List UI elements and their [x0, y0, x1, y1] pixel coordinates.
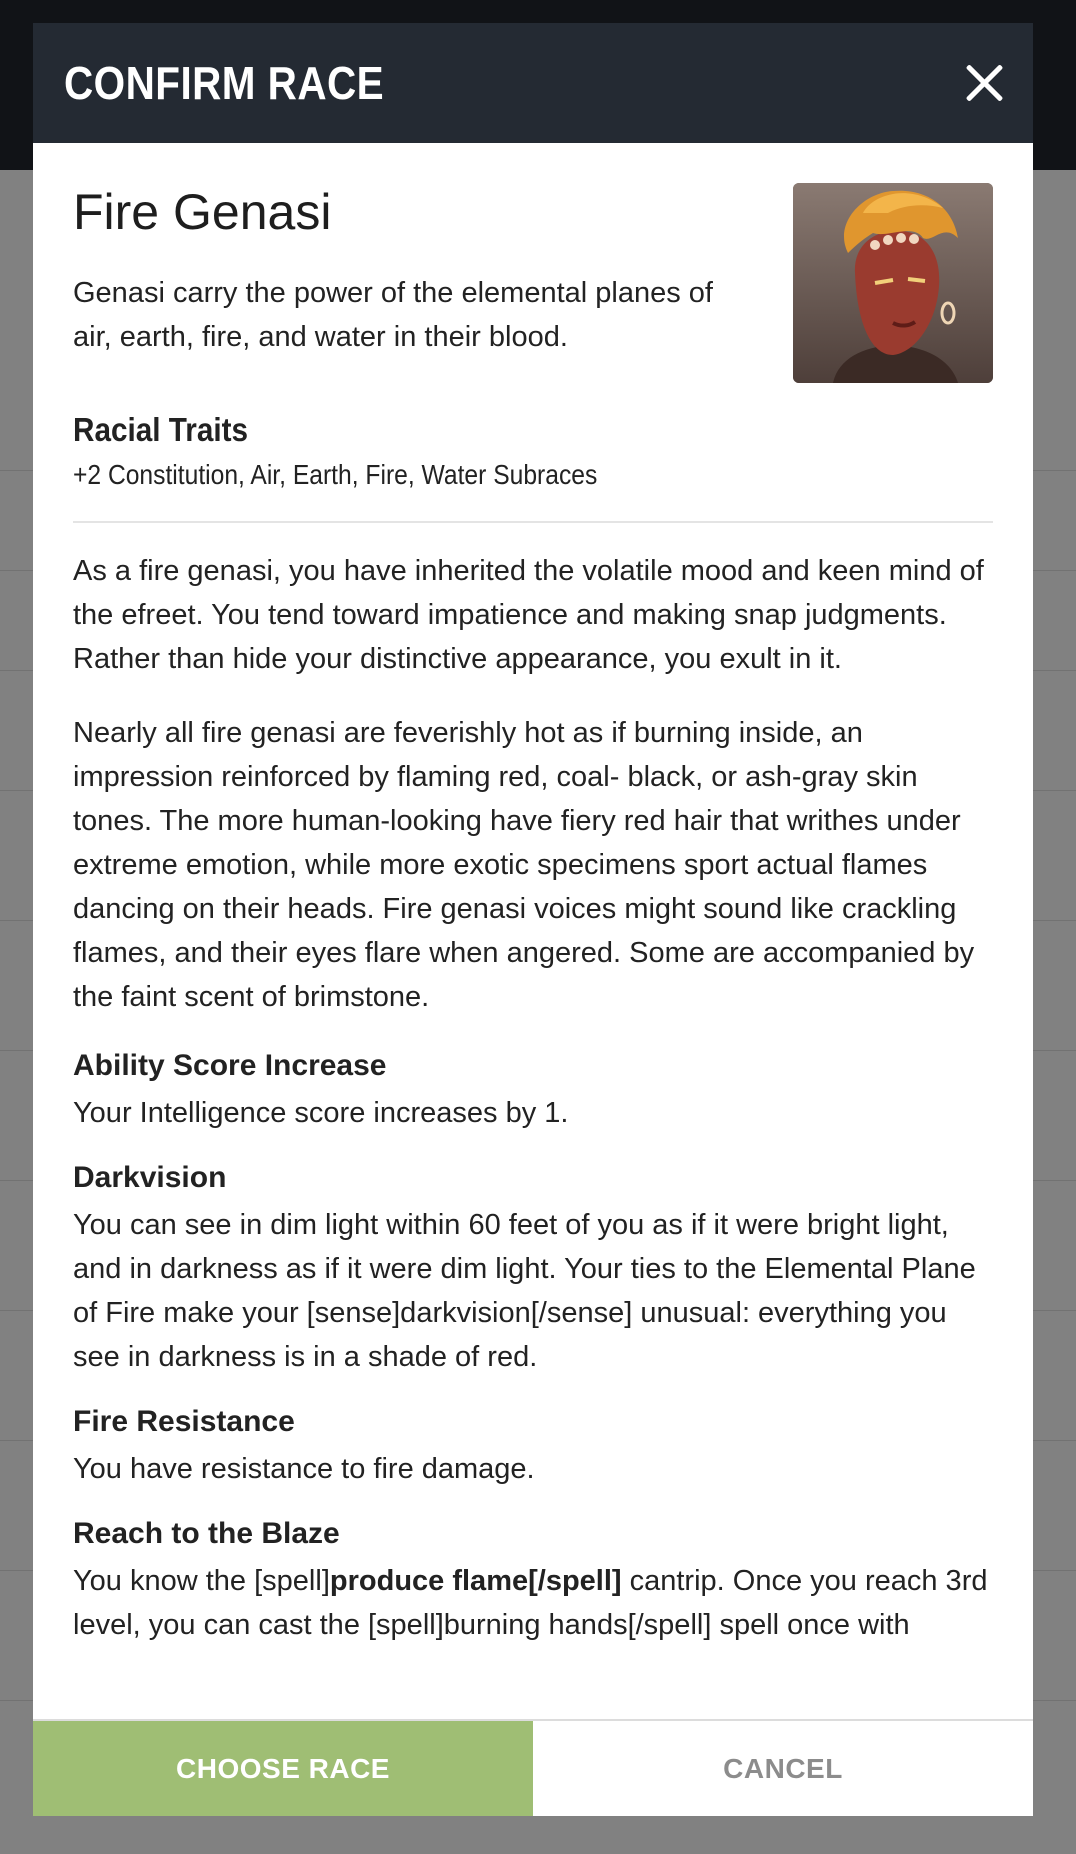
- close-icon[interactable]: [962, 61, 1006, 105]
- trait-text-reach-to-the-blaze: [73, 1559, 993, 1647]
- trait-text-ability-score-increase: Your Intelligence score increases by 1.: [73, 1097, 569, 1129]
- trait-title-ability-score-increase: Ability Score Increase: [73, 1049, 387, 1082]
- choose-race-button[interactable]: CHOOSE RACE: [33, 1721, 533, 1816]
- modal-footer: [33, 1719, 1033, 1816]
- race-hero: [73, 173, 993, 383]
- reach-text-bold: produce flame[/spell]: [329, 1565, 622, 1597]
- trait-title-reach-to-the-blaze: Reach to the Blaze: [73, 1517, 340, 1550]
- race-summary: [73, 173, 753, 383]
- trait-title-fire-resistance: Fire Resistance: [73, 1405, 295, 1438]
- modal-body[interactable]: [33, 143, 1033, 1744]
- race-name: Fire Genasi: [73, 184, 332, 240]
- racial-traits-summary: +2 Constitution, Air, Earth, Fire, Water Subraces: [73, 459, 598, 490]
- confirm-race-modal: [33, 23, 1033, 1816]
- reach-text-start: You know the [spell]: [73, 1565, 330, 1597]
- trait-title-darkvision: Darkvision: [73, 1161, 227, 1194]
- cancel-button[interactable]: CANCEL: [533, 1721, 1033, 1816]
- race-description: Genasi carry the power of the elemental planes of air, earth, fire, and water in their blood.: [73, 277, 713, 353]
- reach-text-end: cantrip. Once you reach 3rd level, you can cast the [spell]burning hands[/spell] spell once with: [73, 1565, 988, 1641]
- fire-genasi-portrait-icon: [793, 183, 993, 383]
- racial-traits-heading: Racial Traits: [73, 411, 249, 448]
- modal-title: CONFIRM RACE: [64, 57, 385, 109]
- trait-text-fire-resistance: You have resistance to fire damage.: [73, 1453, 535, 1485]
- description-paragraph: Nearly all fire genasi are feverishly hot as if burning inside, an impression reinforced by flaming red, coal- black, or ash-gray skin tones. The more human-looking have fiery red hair that writhes under extreme emotion, while more exotic specimens sport actual flames dancing on their heads. Fire genasi voices might sound like crackling flames, and their eyes flare when angered. Some are accompanied by the faint scent of brimstone.: [73, 717, 975, 1013]
- modal-header: [33, 23, 1033, 143]
- description-paragraph: As a fire genasi, you have inherited the volatile mood and keen mind of the efreet. You tend toward impatience and making snap judgments. Rather than hide your distinctive appearance, you exult in it.: [73, 555, 984, 675]
- divider: [73, 521, 993, 523]
- trait-text-darkvision: You can see in dim light within 60 feet of you as if it were bright light, and in darkness as if it were dim light. Your ties to the Elemental Plane of Fire make your [sense]darkvision[/sense] unusual: everything you see in darkness is in a shade of red.: [73, 1209, 976, 1373]
- race-portrait: [793, 183, 993, 383]
